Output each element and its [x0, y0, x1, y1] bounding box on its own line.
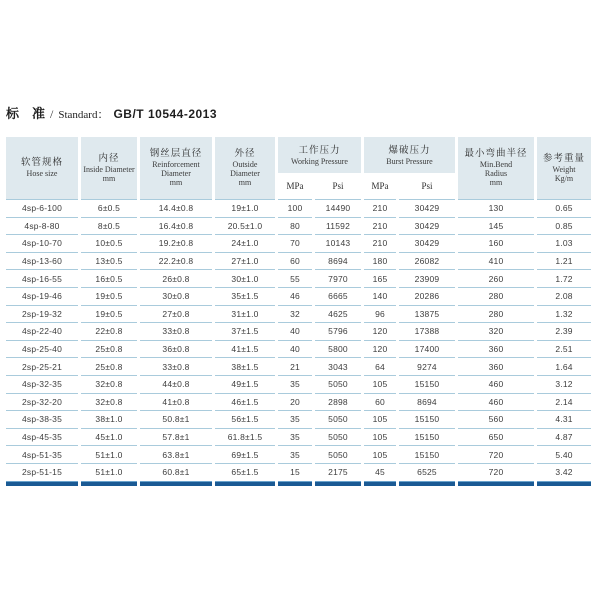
table-cell: 5796 — [315, 322, 361, 340]
table-cell: 1.72 — [537, 269, 591, 287]
table-cell: 8694 — [315, 252, 361, 270]
standard-title — [6, 103, 217, 122]
table-cell: 70 — [278, 234, 312, 252]
table-cell: 13±0.5 — [81, 252, 137, 270]
table-cell: 3043 — [315, 357, 361, 375]
table-cell: 3.12 — [537, 375, 591, 393]
header-inside_diameter — [81, 137, 137, 199]
table-cell: 460 — [458, 375, 534, 393]
table-cell-hose-size: 2sp-19-32 — [6, 305, 78, 323]
table-cell: 51±1.0 — [81, 445, 137, 463]
sub-header-working_pressure-psi: Psi — [315, 173, 361, 199]
table-bottom-bar — [537, 481, 591, 486]
table-cell: 61.8±1.5 — [215, 428, 275, 446]
header-zh-working_pressure: 工作压力 — [298, 145, 341, 157]
table-cell: 20 — [278, 393, 312, 411]
table-cell: 120 — [364, 340, 396, 358]
header-en-working_pressure: Working Pressure — [291, 157, 348, 167]
table-cell: 19±1.0 — [215, 199, 275, 217]
table-cell: 56±1.5 — [215, 410, 275, 428]
header-weight — [537, 137, 591, 199]
table-cell: 10±0.5 — [81, 234, 137, 252]
table-cell: 100 — [278, 199, 312, 217]
table-cell-hose-size: 4sp-19-46 — [6, 287, 78, 305]
table-cell: 280 — [458, 287, 534, 305]
table-cell: 40 — [278, 322, 312, 340]
standard-title-separator: / — [50, 107, 54, 121]
table-cell: 280 — [458, 305, 534, 323]
table-cell: 60.8±1 — [140, 463, 212, 481]
table-cell-hose-size: 4sp-10-70 — [6, 234, 78, 252]
table-cell: 24±1.0 — [215, 234, 275, 252]
table-cell: 15150 — [399, 375, 455, 393]
table-cell: 96 — [364, 305, 396, 323]
table-cell: 2.51 — [537, 340, 591, 358]
table-cell: 105 — [364, 445, 396, 463]
table-cell: 16.4±0.8 — [140, 217, 212, 235]
table-cell: 15150 — [399, 445, 455, 463]
table-cell: 1.64 — [537, 357, 591, 375]
table-cell: 4625 — [315, 305, 361, 323]
table-cell: 320 — [458, 322, 534, 340]
table-cell: 31±1.0 — [215, 305, 275, 323]
table-cell: 51±1.0 — [81, 463, 137, 481]
header-outside_diameter — [215, 137, 275, 199]
table-cell: 26082 — [399, 252, 455, 270]
table-cell: 27±0.8 — [140, 305, 212, 323]
header-group-burst_pressure — [364, 137, 455, 173]
table-cell: 30429 — [399, 234, 455, 252]
hose-spec-table — [6, 137, 591, 486]
table-cell: 20286 — [399, 287, 455, 305]
table-cell: 160 — [458, 234, 534, 252]
table-cell: 5050 — [315, 445, 361, 463]
table-cell: 25±0.8 — [81, 340, 137, 358]
table-cell-hose-size: 4sp-22-40 — [6, 322, 78, 340]
header-zh-weight: 参考重量 — [542, 152, 585, 164]
table-cell: 17400 — [399, 340, 455, 358]
table-cell: 165 — [364, 269, 396, 287]
table-cell: 35 — [278, 410, 312, 428]
table-cell-hose-size: 4sp-45-35 — [6, 428, 78, 446]
header-en-hose_size: Hose size — [26, 169, 58, 179]
table-cell: 2.08 — [537, 287, 591, 305]
header-min_bend_radius — [458, 137, 534, 199]
table-cell: 30±0.8 — [140, 287, 212, 305]
sub-header-burst_pressure-mpa: MPa — [364, 173, 396, 199]
table-cell: 45 — [364, 463, 396, 481]
table-cell: 37±1.5 — [215, 322, 275, 340]
table-cell: 23909 — [399, 269, 455, 287]
table-cell: 19±0.5 — [81, 287, 137, 305]
table-cell: 105 — [364, 428, 396, 446]
table-cell: 6525 — [399, 463, 455, 481]
table-cell: 22±0.8 — [81, 322, 137, 340]
table-cell: 5050 — [315, 410, 361, 428]
table-cell: 19.2±0.8 — [140, 234, 212, 252]
header-zh-burst_pressure: 爆破压力 — [388, 145, 431, 157]
table-cell: 140 — [364, 287, 396, 305]
table-cell: 460 — [458, 393, 534, 411]
table-cell: 80 — [278, 217, 312, 235]
table-cell: 33±0.8 — [140, 322, 212, 340]
table-cell: 65±1.5 — [215, 463, 275, 481]
table-cell: 63.8±1 — [140, 445, 212, 463]
table-cell: 1.03 — [537, 234, 591, 252]
table-cell: 2898 — [315, 393, 361, 411]
table-cell: 210 — [364, 234, 396, 252]
table-cell: 35 — [278, 445, 312, 463]
table-cell: 46±1.5 — [215, 393, 275, 411]
table-cell: 9274 — [399, 357, 455, 375]
table-cell: 8694 — [399, 393, 455, 411]
table-cell: 0.65 — [537, 199, 591, 217]
table-cell: 4.87 — [537, 428, 591, 446]
table-cell: 145 — [458, 217, 534, 235]
table-cell-hose-size: 2sp-32-20 — [6, 393, 78, 411]
header-zh-outside_diameter: 外径 — [234, 148, 256, 160]
table-cell-hose-size: 4sp-16-55 — [6, 269, 78, 287]
table-cell: 55 — [278, 269, 312, 287]
table-cell: 50.8±1 — [140, 410, 212, 428]
header-zh-inside_diameter: 内径 — [98, 152, 120, 164]
header-group-working_pressure — [278, 137, 361, 173]
header-unit-min_bend_radius: mm — [489, 178, 503, 188]
header-zh-hose_size: 软管规格 — [20, 157, 63, 169]
table-cell: 8±0.5 — [81, 217, 137, 235]
table-cell: 45±1.0 — [81, 428, 137, 446]
table-cell-hose-size: 4sp-32-35 — [6, 375, 78, 393]
table-cell: 180 — [364, 252, 396, 270]
table-bottom-bar — [364, 481, 396, 486]
table-cell: 41±0.8 — [140, 393, 212, 411]
table-cell: 14490 — [315, 199, 361, 217]
table-cell: 2.14 — [537, 393, 591, 411]
table-bottom-bar — [140, 481, 212, 486]
table-cell: 1.21 — [537, 252, 591, 270]
sub-header-working_pressure-mpa: MPa — [278, 173, 312, 199]
table-cell: 60 — [364, 393, 396, 411]
table-cell: 360 — [458, 357, 534, 375]
table-cell: 210 — [364, 199, 396, 217]
table-cell: 105 — [364, 410, 396, 428]
table-bottom-bar — [458, 481, 534, 486]
header-zh-reinforcement_diameter: 钢丝层直径 — [149, 148, 203, 160]
table-cell-hose-size: 4sp-25-40 — [6, 340, 78, 358]
table-cell-hose-size: 2sp-51-15 — [6, 463, 78, 481]
table-cell: 57.8±1 — [140, 428, 212, 446]
table-cell: 2175 — [315, 463, 361, 481]
table-cell: 15150 — [399, 410, 455, 428]
table-cell: 260 — [458, 269, 534, 287]
table-cell: 27±1.0 — [215, 252, 275, 270]
table-cell: 360 — [458, 340, 534, 358]
table-cell: 69±1.5 — [215, 445, 275, 463]
table-cell: 32 — [278, 305, 312, 323]
table-cell: 4.31 — [537, 410, 591, 428]
table-cell: 13875 — [399, 305, 455, 323]
table-cell: 30±1.0 — [215, 269, 275, 287]
table-cell: 720 — [458, 445, 534, 463]
header-en-reinforcement_diameter: Reinforcement Diameter — [152, 159, 200, 179]
table-cell: 5800 — [315, 340, 361, 358]
table-cell: 5050 — [315, 375, 361, 393]
table-cell: 32±0.8 — [81, 393, 137, 411]
table-cell: 650 — [458, 428, 534, 446]
table-cell: 44±0.8 — [140, 375, 212, 393]
table-bottom-bar — [278, 481, 312, 486]
standard-title-zh: 标 准 — [6, 107, 46, 122]
table-cell: 5050 — [315, 428, 361, 446]
standard-code: GB/T 10544-2013 — [113, 107, 218, 121]
table-cell: 32±0.8 — [81, 375, 137, 393]
table-bottom-bar — [81, 481, 137, 486]
table-cell: 120 — [364, 322, 396, 340]
header-unit-inside_diameter: mm — [102, 173, 116, 183]
table-cell: 60 — [278, 252, 312, 270]
header-en-burst_pressure: Burst Pressure — [386, 157, 433, 167]
table-bottom-bar — [6, 481, 78, 486]
table-cell: 0.85 — [537, 217, 591, 235]
table-cell: 2.39 — [537, 322, 591, 340]
header-reinforcement_diameter — [140, 137, 212, 199]
table-cell: 21 — [278, 357, 312, 375]
table-cell: 130 — [458, 199, 534, 217]
standard-title-label: Standard： — [58, 109, 109, 121]
table-cell-hose-size: 2sp-25-21 — [6, 357, 78, 375]
header-unit-reinforcement_diameter: mm — [169, 178, 183, 188]
table-cell: 46 — [278, 287, 312, 305]
header-en-weight: Weight — [552, 164, 576, 174]
table-cell: 10143 — [315, 234, 361, 252]
table-cell-hose-size: 4sp-51-35 — [6, 445, 78, 463]
table-cell: 35±1.5 — [215, 287, 275, 305]
table-cell: 41±1.5 — [215, 340, 275, 358]
table-cell: 105 — [364, 375, 396, 393]
table-cell: 560 — [458, 410, 534, 428]
table-bottom-bar — [315, 481, 361, 486]
header-hose_size — [6, 137, 78, 199]
table-cell: 210 — [364, 217, 396, 235]
table-cell: 3.42 — [537, 463, 591, 481]
table-cell: 6±0.5 — [81, 199, 137, 217]
table-bottom-bar — [399, 481, 455, 486]
table-cell-hose-size: 4sp-13-60 — [6, 252, 78, 270]
table-cell: 40 — [278, 340, 312, 358]
header-en-min_bend_radius: Min.Bend Radius — [479, 159, 513, 179]
table-cell: 30429 — [399, 217, 455, 235]
table-cell: 15 — [278, 463, 312, 481]
table-cell: 720 — [458, 463, 534, 481]
header-unit-weight: Kg/m — [554, 173, 574, 183]
table-cell: 16±0.5 — [81, 269, 137, 287]
table-cell: 22.2±0.8 — [140, 252, 212, 270]
table-cell: 30429 — [399, 199, 455, 217]
table-cell: 19±0.5 — [81, 305, 137, 323]
table-cell: 20.5±1.0 — [215, 217, 275, 235]
table-cell: 410 — [458, 252, 534, 270]
table-cell: 38±1.0 — [81, 410, 137, 428]
table-cell: 64 — [364, 357, 396, 375]
table-cell-hose-size: 4sp-38-35 — [6, 410, 78, 428]
table-bottom-bar — [215, 481, 275, 486]
header-en-inside_diameter: Inside Diameter — [83, 164, 135, 174]
header-zh-min_bend_radius: 最小弯曲半径 — [464, 148, 528, 160]
table-cell: 6665 — [315, 287, 361, 305]
table-cell: 14.4±0.8 — [140, 199, 212, 217]
table-cell: 1.32 — [537, 305, 591, 323]
table-cell-hose-size: 4sp-8-80 — [6, 217, 78, 235]
table-cell: 38±1.5 — [215, 357, 275, 375]
table-cell: 26±0.8 — [140, 269, 212, 287]
header-unit-outside_diameter: mm — [238, 178, 252, 188]
header-en-outside_diameter: Outside Diameter — [230, 159, 260, 179]
table-cell: 35 — [278, 375, 312, 393]
table-cell: 49±1.5 — [215, 375, 275, 393]
sub-header-burst_pressure-psi: Psi — [399, 173, 455, 199]
table-cell: 15150 — [399, 428, 455, 446]
table-cell-hose-size: 4sp-6-100 — [6, 199, 78, 217]
table-cell: 33±0.8 — [140, 357, 212, 375]
table-cell: 7970 — [315, 269, 361, 287]
table-cell: 5.40 — [537, 445, 591, 463]
table-cell: 35 — [278, 428, 312, 446]
table-cell: 11592 — [315, 217, 361, 235]
table-cell: 36±0.8 — [140, 340, 212, 358]
table-cell: 17388 — [399, 322, 455, 340]
table-cell: 25±0.8 — [81, 357, 137, 375]
